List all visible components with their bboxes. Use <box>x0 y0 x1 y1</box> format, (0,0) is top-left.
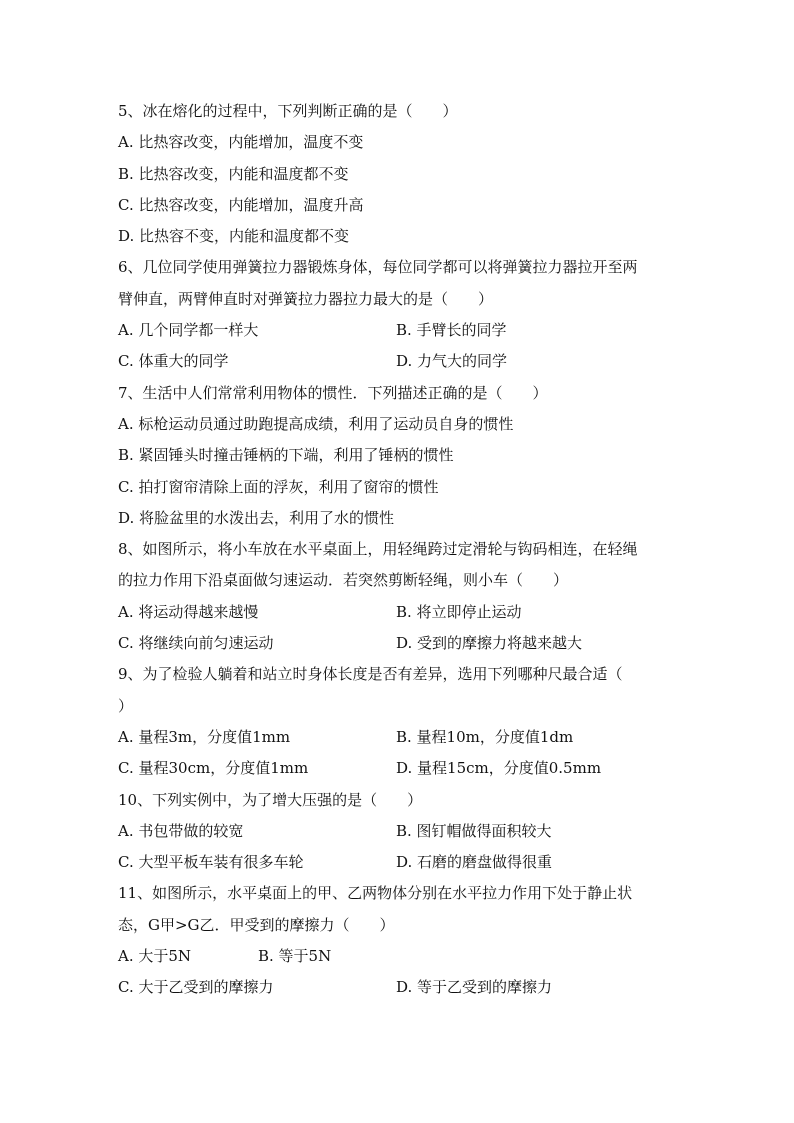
option-b: B. 手臂长的同学 <box>396 321 507 340</box>
option-d: D. 石磨的磨盘做得很重 <box>396 853 553 872</box>
option-c: C. 比热容改变，内能增加，温度升高 <box>118 195 364 214</box>
question-8 <box>118 534 678 659</box>
option-d: D. 将脸盆里的水泼出去，利用了水的惯性 <box>118 508 395 527</box>
option-b: B. 将立即停止运动 <box>396 602 522 621</box>
option-a: A. 几个同学都一样大 <box>118 321 259 340</box>
question-stem-continued: 臂伸直，两臂伸直时对弹簧拉力器拉力最大的是（ ） <box>118 289 494 308</box>
question-stem: 6、几位同学使用弹簧拉力器锻炼身体，每位同学都可以将弹簧拉力器拉开至两 <box>118 258 638 277</box>
options-row <box>118 972 678 1003</box>
question-stem: 10、下列实例中，为了增大压强的是（ ） <box>118 790 423 809</box>
options-row <box>118 941 678 972</box>
question-5 <box>118 96 678 252</box>
question-9 <box>118 659 678 784</box>
question-11 <box>118 878 678 1003</box>
option-b: B. 量程10m，分度值1dm <box>396 727 574 746</box>
option-b: B. 等于5N <box>258 947 332 966</box>
question-stem-continued: ） <box>118 696 134 715</box>
question-stem: 7、生活中人们常常利用物体的惯性．下列描述正确的是（ ） <box>118 383 548 402</box>
option-a: A. 比热容改变，内能增加，温度不变 <box>118 133 364 152</box>
option-c: C. 大型平板车装有很多车轮 <box>118 853 304 872</box>
options-row <box>118 722 678 753</box>
question-7 <box>118 378 678 534</box>
options-row <box>118 346 678 377</box>
options-row <box>118 597 678 628</box>
option-a: A. 大于5N <box>118 947 192 966</box>
options-row <box>118 816 678 847</box>
option-a: A. 量程3m，分度值1mm <box>118 727 291 746</box>
question-stem-continued: 态，G甲>G乙．甲受到的摩擦力（ ） <box>118 915 395 934</box>
option-d: D. 等于乙受到的摩擦力 <box>396 978 553 997</box>
question-stem: 8、如图所示，将小车放在水平桌面上，用轻绳跨过定滑轮与钩码相连，在轻绳 <box>118 540 638 559</box>
option-a: A. 将运动得越来越慢 <box>118 602 259 621</box>
options-row <box>118 847 678 878</box>
question-stem: 9、为了检验人躺着和站立时身体长度是否有差异，选用下列哪种尺最合适（ <box>118 665 623 684</box>
option-b: B. 紧固锤头时撞击锤柄的下端，利用了锤柄的惯性 <box>118 446 454 465</box>
option-d: D. 量程15cm，分度值0.5mm <box>396 759 602 778</box>
option-d: D. 力气大的同学 <box>396 352 508 371</box>
option-a: A. 标枪运动员通过助跑提高成绩，利用了运动员自身的惯性 <box>118 414 514 433</box>
option-c: C. 量程30cm，分度值1mm <box>118 759 309 778</box>
question-stem: 11、如图所示，水平桌面上的甲、乙两物体分别在水平拉力作用下处于静止状 <box>118 884 633 903</box>
option-b: B. 图钉帽做得面积较大 <box>396 821 552 840</box>
options-row <box>118 753 678 784</box>
option-d: D. 比热容不变，内能和温度都不变 <box>118 227 350 246</box>
option-b: B. 比热容改变，内能和温度都不变 <box>118 164 349 183</box>
option-a: A. 书包带做的较宽 <box>118 821 244 840</box>
question-stem: 5、冰在熔化的过程中，下列判断正确的是（ ） <box>118 102 458 120</box>
option-d: D. 受到的摩擦力将越来越大 <box>396 634 583 653</box>
option-c: C. 拍打窗帘清除上面的浮灰，利用了窗帘的惯性 <box>118 477 439 496</box>
options-row <box>118 628 678 659</box>
question-stem-continued: 的拉力作用下沿桌面做匀速运动．若突然剪断轻绳，则小车（ ） <box>118 571 569 590</box>
options-row <box>118 315 678 346</box>
option-c: C. 体重大的同学 <box>118 352 229 371</box>
question-10 <box>118 785 678 879</box>
question-page <box>118 96 678 1004</box>
option-c: C. 将继续向前匀速运动 <box>118 634 274 653</box>
option-c: C. 大于乙受到的摩擦力 <box>118 978 274 997</box>
question-6 <box>118 252 678 377</box>
